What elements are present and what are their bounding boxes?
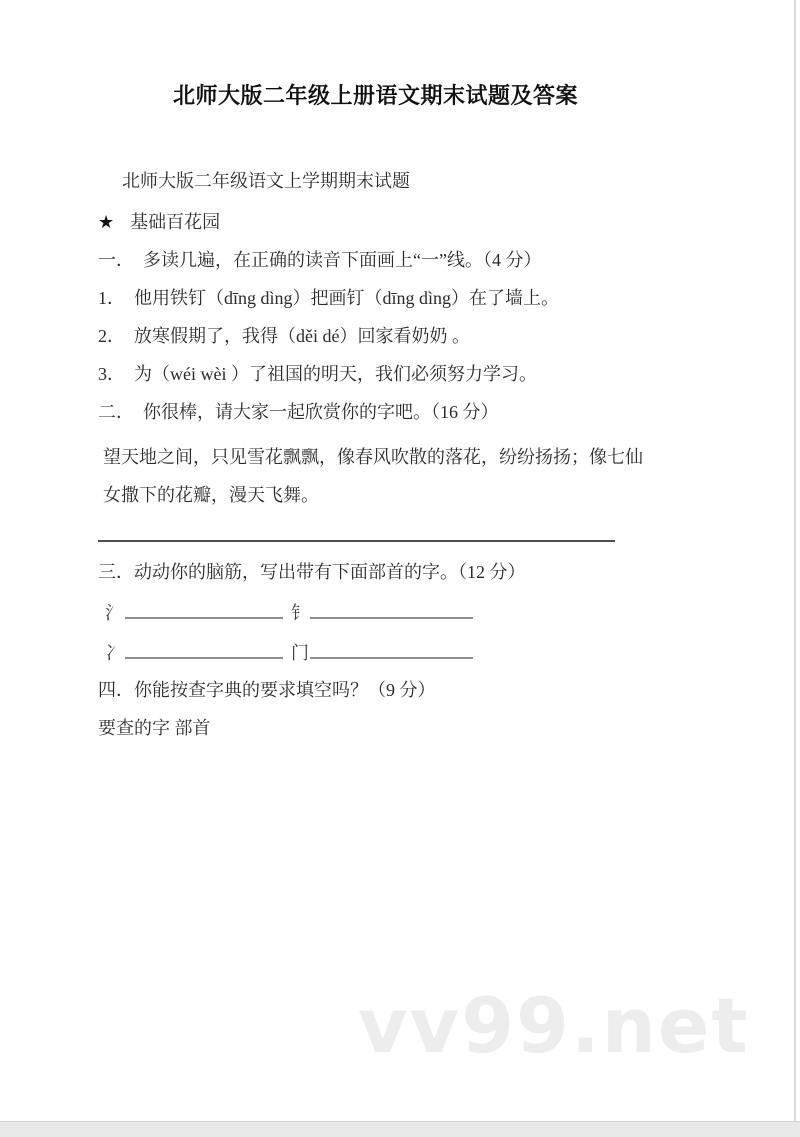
question-1-header: 一． 多读几遍，在正确的读音下面画上“一”线。（4 分） [98,250,542,270]
answer-blank [310,591,473,619]
radical-row-1 [98,591,653,631]
question-4-header: 四．你能按查字典的要求填空吗？（9 分） [98,680,436,700]
radical-door: 门 [291,643,309,663]
question-1-item-2: 2． 放寒假期了，我得（děi dé）回家看奶奶 。 [98,326,470,346]
section-heading [98,203,653,241]
exam-document [98,0,653,747]
radical-metal: 钅 [291,603,309,623]
page-title: 北师大版二年级上册语文期末试题及答案 [172,83,578,108]
section-label: 基础百花园 [130,212,221,232]
answer-blank [125,591,283,619]
answer-blank [125,631,283,659]
page-bottom-strip [0,1121,800,1137]
answer-blank [310,631,473,659]
question-1-item-1: 1． 他用铁钉（dīng dìng）把画钉（dīng dìng）在了墙上。 [98,288,560,308]
question-2-paragraph-line-2: 女撒下的花瓣，漫天飞舞。 [103,485,319,505]
radical-water: 氵 [105,603,123,623]
exam-subtitle: 北师大版二年级语文上学期期末试题 [122,171,410,191]
radical-row-2 [98,631,653,671]
question-3-header: 三．动动你的脑筋，写出带有下面部首的字。（12 分） [98,562,526,582]
watermark-text: vv99.net [358,981,750,1070]
page-right-border [794,0,796,1121]
star-icon: ★ [98,212,115,232]
question-2-paragraph-line-1: 望天地之间，只见雪花飘飘，像春风吹散的落花，纷纷扬扬；像七仙 [103,447,643,467]
radical-ice: 冫 [105,643,123,663]
question-2-header: 二． 你很棒，请大家一起欣赏你的字吧。（16 分） [98,402,499,422]
question-1-item-3: 3． 为（wéi wèi ）了祖国的明天，我们必须努力学习。 [98,364,537,384]
answer-writing-line [98,540,615,542]
question-4-subheading: 要查的字 部首 [98,718,211,738]
